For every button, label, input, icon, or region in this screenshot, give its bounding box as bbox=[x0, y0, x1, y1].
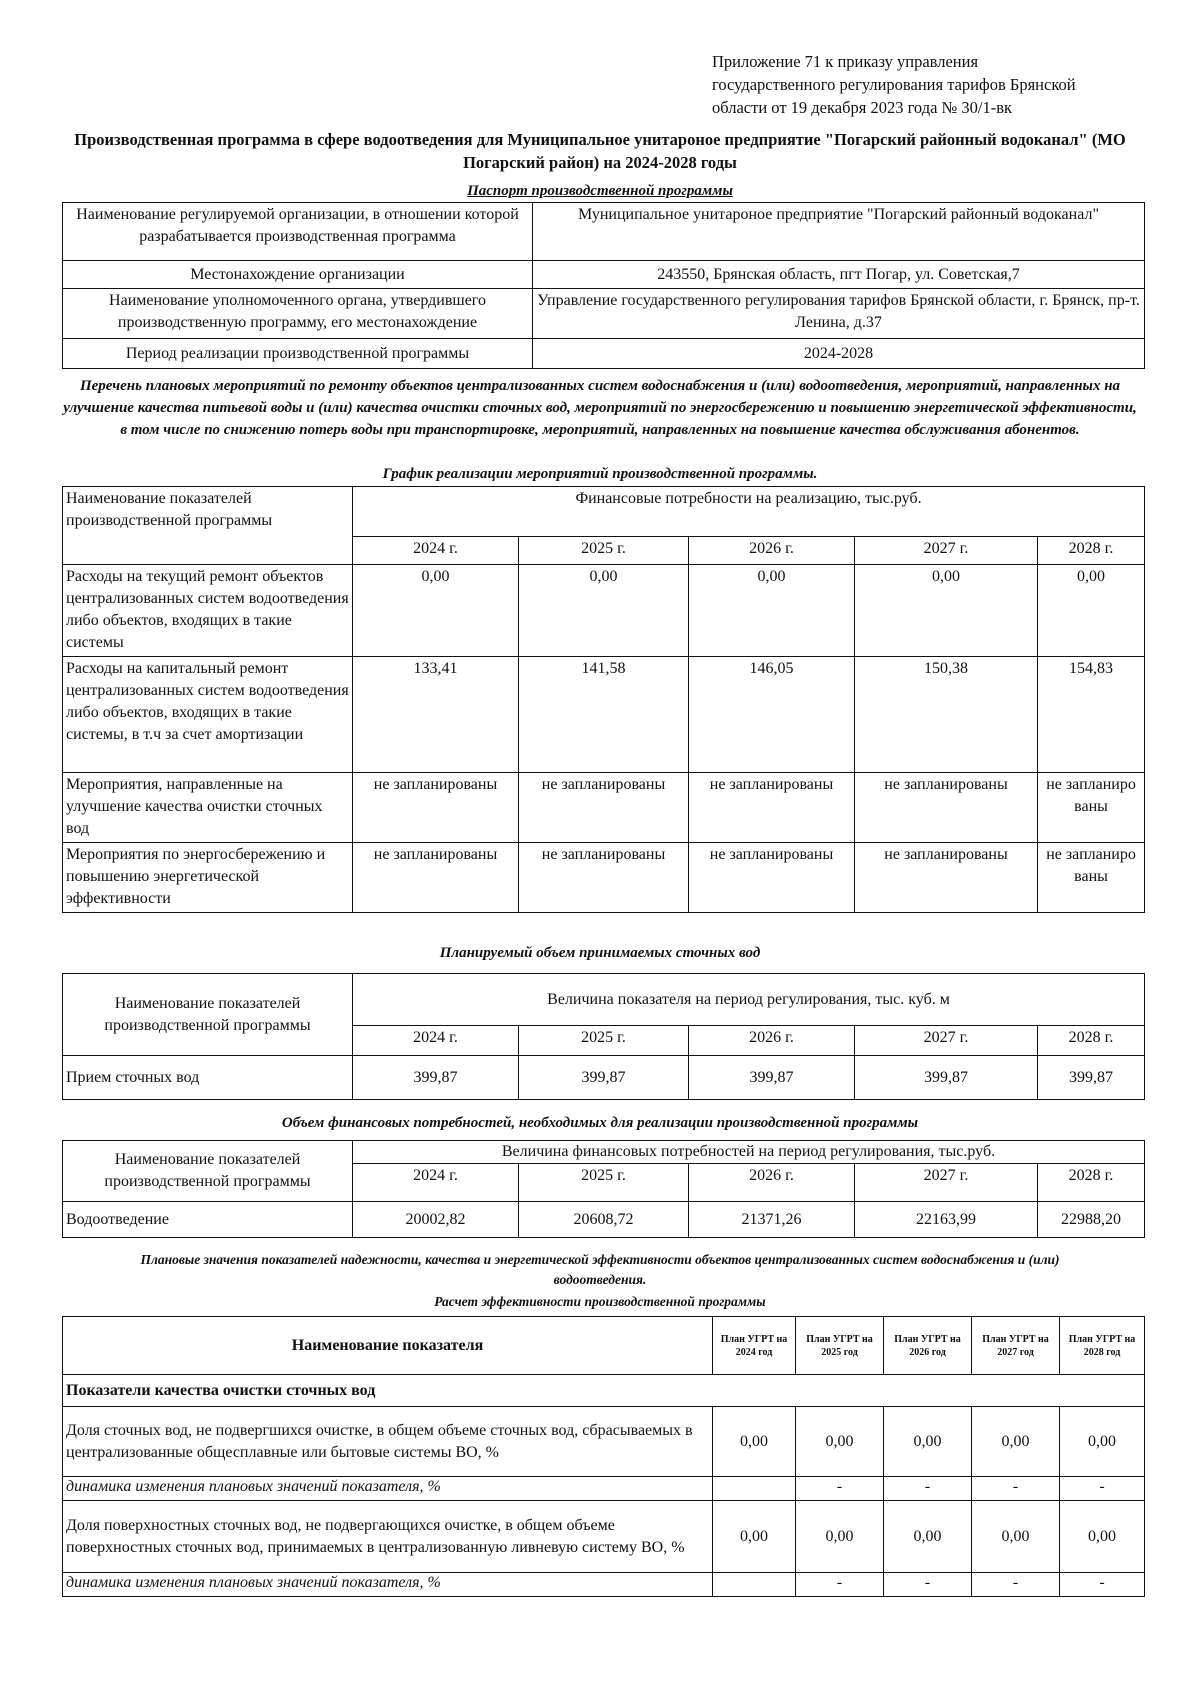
volume-table bbox=[62, 973, 1145, 1100]
cell-value: 0,00 bbox=[1038, 565, 1145, 657]
cell-value: 20608,72 bbox=[519, 1202, 689, 1238]
measures-table bbox=[62, 486, 1145, 913]
year-header: 2028 г. bbox=[1038, 1026, 1145, 1056]
cell-value: 20002,82 bbox=[353, 1202, 519, 1238]
cell-value: 150,38 bbox=[855, 657, 1038, 773]
cell-value: 0,00 bbox=[353, 565, 519, 657]
passport-label: Наименование регулируемой организации, в отношении которой разрабатывается производственная программа bbox=[63, 203, 533, 261]
table-row bbox=[63, 261, 1145, 289]
plan-header: План УГРТ на 2028 год bbox=[1060, 1317, 1145, 1375]
cell-value: 0,00 bbox=[884, 1501, 972, 1573]
passport-value: Муниципальное унитароное предприятие "Погарский районный водоканал" bbox=[533, 203, 1145, 261]
year-header: 2028 г. bbox=[1038, 537, 1145, 565]
table-row bbox=[63, 565, 1145, 657]
table-row bbox=[63, 1056, 1145, 1100]
year-header: 2025 г. bbox=[519, 537, 689, 565]
table-row bbox=[63, 843, 1145, 913]
cell-value: 399,87 bbox=[353, 1056, 519, 1100]
table-row bbox=[63, 289, 1145, 339]
row-name: Водоотведение bbox=[63, 1202, 353, 1238]
plan-header: План УГРТ на 2024 год bbox=[713, 1317, 796, 1375]
cell-value: 399,87 bbox=[1038, 1056, 1145, 1100]
table-row bbox=[63, 773, 1145, 843]
year-header: 2027 г. bbox=[855, 1164, 1038, 1202]
cell-value: - bbox=[796, 1573, 884, 1597]
table-row bbox=[63, 203, 1145, 261]
cell-value: не запланированы bbox=[855, 843, 1038, 913]
cell-value: - bbox=[884, 1573, 972, 1597]
table-row bbox=[63, 657, 1145, 773]
passport-heading: Паспорт производственной программы bbox=[467, 183, 733, 199]
cell-value: 0,00 bbox=[796, 1501, 884, 1573]
col-name-header: Наименование показателя bbox=[63, 1317, 713, 1375]
col-name-header: Наименование показателей производственной программы bbox=[63, 487, 353, 565]
cell-value: 0,00 bbox=[972, 1407, 1060, 1477]
cell-value: не запланиро ваны bbox=[1038, 773, 1145, 843]
order-line-3: области от 19 декабря 2023 года № 30/1-вк bbox=[712, 98, 1013, 117]
row-name: Расходы на текущий ремонт объектов централизованных систем водоотведения либо объектов, входящих в такие системы bbox=[63, 565, 353, 657]
cell-value: не запланированы bbox=[855, 773, 1038, 843]
table-row bbox=[63, 1317, 1145, 1375]
plan-header: План УГРТ на 2027 год bbox=[972, 1317, 1060, 1375]
passport-label: Наименование уполномоченного органа, утвердившего производственную программу, его местонахождение bbox=[63, 289, 533, 339]
table-row bbox=[63, 1477, 1145, 1501]
row-name: Расходы на капитальный ремонт централизованных систем водоотведения либо объектов, входящих в такие системы, в т.ч за счет амортизации bbox=[63, 657, 353, 773]
passport-value: Управление государственного регулирования тарифов Брянской области, г. Брянск, пр-т. Ленина, д.37 bbox=[533, 289, 1145, 339]
cell-value: - bbox=[796, 1477, 884, 1501]
row-name: Доля сточных вод, не подвергшихся очистке, в общем объеме сточных вод, сбрасываемых в централизованные общесплавные или бытовые системы ВО, % bbox=[63, 1407, 713, 1477]
year-header: 2026 г. bbox=[689, 1026, 855, 1056]
cell-value: не запланированы bbox=[353, 843, 519, 913]
table-row bbox=[63, 1501, 1145, 1573]
table-row bbox=[63, 1141, 1145, 1164]
volume-heading: Планируемый объем принимаемых сточных вод bbox=[439, 945, 761, 961]
cell-value: 0,00 bbox=[855, 565, 1038, 657]
finance-heading: Объем финансовых потребностей, необходимых для реализации производственной программы bbox=[281, 1115, 919, 1131]
year-header: 2026 г. bbox=[689, 537, 855, 565]
year-header: 2028 г. bbox=[1038, 1164, 1145, 1202]
cell-value: 133,41 bbox=[353, 657, 519, 773]
cell-value: 399,87 bbox=[689, 1056, 855, 1100]
cell-value: 146,05 bbox=[689, 657, 855, 773]
cell-value: не запланированы bbox=[519, 773, 689, 843]
year-header: 2024 г. bbox=[353, 537, 519, 565]
row-name: динамика изменения плановых значений показателя, % bbox=[63, 1573, 713, 1597]
col-name-header: Наименование показателей производственной программы bbox=[63, 974, 353, 1056]
cell-value: не запланированы bbox=[689, 773, 855, 843]
cell-value: - bbox=[972, 1573, 1060, 1597]
year-header: 2025 г. bbox=[519, 1164, 689, 1202]
order-reference bbox=[712, 50, 1162, 119]
passport-table bbox=[62, 202, 1145, 369]
year-header: 2027 г. bbox=[855, 537, 1038, 565]
passport-value: 243550, Брянская область, пгт Погар, ул. Советская,7 bbox=[533, 261, 1145, 289]
cell-value: 154,83 bbox=[1038, 657, 1145, 773]
cell-value: - bbox=[884, 1477, 972, 1501]
table-row bbox=[63, 1375, 1145, 1407]
cell-value: 0,00 bbox=[1060, 1501, 1145, 1573]
cell-value: не запланированы bbox=[689, 843, 855, 913]
cell-value: 0,00 bbox=[796, 1407, 884, 1477]
year-header: 2026 г. bbox=[689, 1164, 855, 1202]
indicators-table bbox=[62, 1316, 1145, 1597]
measures-subheading: График реализации мероприятий производственной программы. bbox=[382, 466, 818, 482]
plan-header: План УГРТ на 2026 год bbox=[884, 1317, 972, 1375]
cell-value: 22988,20 bbox=[1038, 1202, 1145, 1238]
table-row bbox=[63, 1202, 1145, 1238]
cell-value: 0,00 bbox=[713, 1407, 796, 1477]
cell-value: - bbox=[1060, 1573, 1145, 1597]
cell-value: 0,00 bbox=[519, 565, 689, 657]
plan-header: План УГРТ на 2025 год bbox=[796, 1317, 884, 1375]
cell-value: 399,87 bbox=[855, 1056, 1038, 1100]
col-group-header: Финансовые потребности на реализацию, тыс.руб. bbox=[353, 487, 1145, 537]
passport-label: Период реализации производственной программы bbox=[63, 339, 533, 369]
cell-value: 399,87 bbox=[519, 1056, 689, 1100]
cell-value: 0,00 bbox=[884, 1407, 972, 1477]
cell-value: - bbox=[1060, 1477, 1145, 1501]
row-name: Мероприятия по энергосбережению и повышению энергетической эффективности bbox=[63, 843, 353, 913]
cell-value: 21371,26 bbox=[689, 1202, 855, 1238]
cell-value: 0,00 bbox=[1060, 1407, 1145, 1477]
year-header: 2024 г. bbox=[353, 1026, 519, 1056]
row-name: динамика изменения плановых значений показателя, % bbox=[63, 1477, 713, 1501]
cell-value: не запланиро ваны bbox=[1038, 843, 1145, 913]
measures-heading: Перечень плановых мероприятий по ремонту объектов централизованных систем водоснабжения и (или) водоотведения, мероприятий, направленных на улучшение качества питьевой воды и (или) качества очистки сточных вод, мероприятий по энергосбережению и повышению энергетической эффективности, в том числе по снижению потерь воды при транспортировке, мероприятий, направленных на повышение качества обслуживания абонентов. bbox=[63, 378, 1137, 438]
row-name: Мероприятия, направленные на улучшение качества очистки сточных вод bbox=[63, 773, 353, 843]
row-name: Прием сточных вод bbox=[63, 1056, 353, 1100]
indicators-heading: Плановые значения показателей надежности, качества и энергетической эффективности объектов централизованных систем водоснабжения и (или) водоотведения. bbox=[140, 1252, 1060, 1287]
order-line-2: государственного регулирования тарифов Брянской bbox=[712, 75, 1076, 94]
cell-value: 0,00 bbox=[713, 1501, 796, 1573]
section-header: Показатели качества очистки сточных вод bbox=[63, 1375, 1145, 1407]
col-name-header: Наименование показателей производственной программы bbox=[63, 1141, 353, 1202]
cell-value: не запланированы bbox=[519, 843, 689, 913]
cell-value: не запланированы bbox=[353, 773, 519, 843]
table-row bbox=[63, 1407, 1145, 1477]
document-title: Производственная программа в сфере водоотведения для Муниципальное унитароное предприятие "Погарский районный водоканал" (МО Погарский район) на 2024-2028 годы bbox=[74, 130, 1126, 172]
cell-value: - bbox=[972, 1477, 1060, 1501]
cell-value bbox=[713, 1477, 796, 1501]
year-header: 2024 г. bbox=[353, 1164, 519, 1202]
finance-table bbox=[62, 1140, 1145, 1238]
passport-value: 2024-2028 bbox=[533, 339, 1145, 369]
row-name: Доля поверхностных сточных вод, не подвергающихся очистке, в общем объеме поверхностных сточных вод, принимаемых в централизованную ливневую систему ВО, % bbox=[63, 1501, 713, 1573]
cell-value: 141,58 bbox=[519, 657, 689, 773]
col-group-header: Величина финансовых потребностей на период регулирования, тыс.руб. bbox=[353, 1141, 1145, 1164]
cell-value: 0,00 bbox=[689, 565, 855, 657]
year-header: 2025 г. bbox=[519, 1026, 689, 1056]
table-row bbox=[63, 1573, 1145, 1597]
year-header: 2027 г. bbox=[855, 1026, 1038, 1056]
col-group-header: Величина показателя на период регулирования, тыс. куб. м bbox=[353, 974, 1145, 1026]
table-row bbox=[63, 339, 1145, 369]
cell-value: 0,00 bbox=[972, 1501, 1060, 1573]
cell-value bbox=[713, 1573, 796, 1597]
order-line-1: Приложение 71 к приказу управления bbox=[712, 52, 979, 71]
indicators-subheading: Расчет эффективности производственной программы bbox=[434, 1294, 766, 1309]
table-row bbox=[63, 974, 1145, 1026]
passport-label: Местонахождение организации bbox=[63, 261, 533, 289]
cell-value: 22163,99 bbox=[855, 1202, 1038, 1238]
table-row bbox=[63, 487, 1145, 537]
